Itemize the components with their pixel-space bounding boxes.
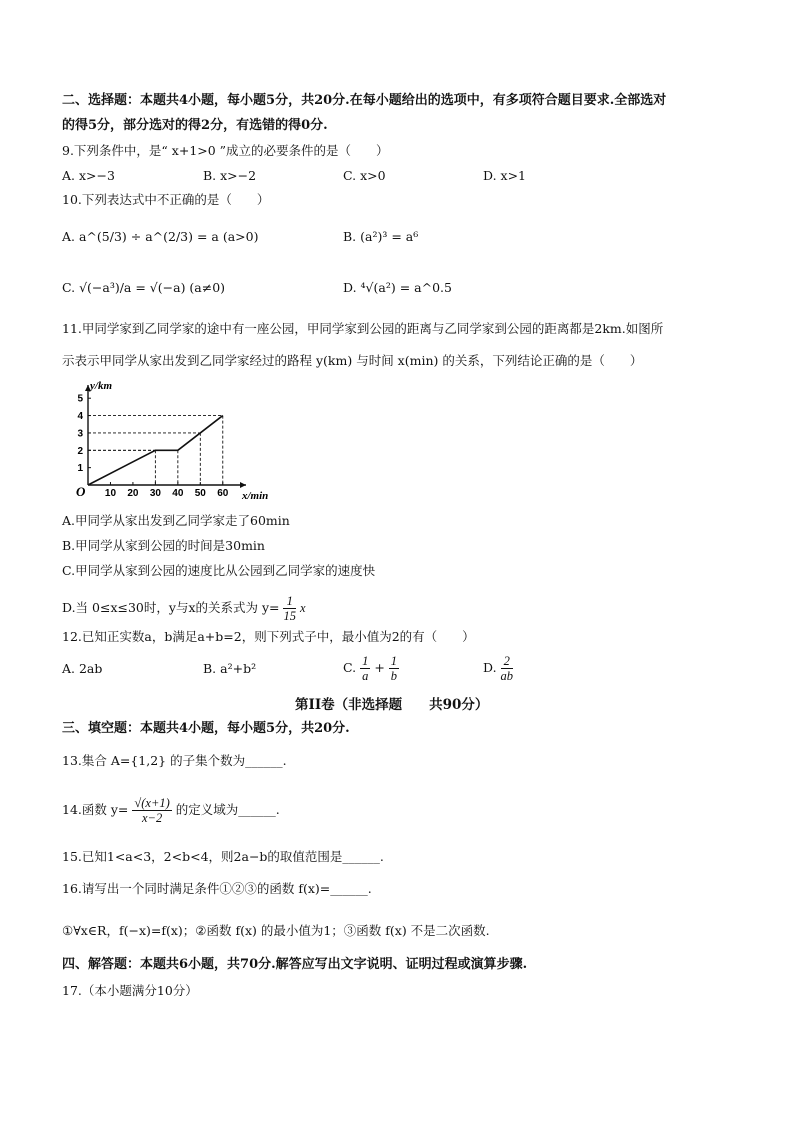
q11-option-d-prefix: D.当 0≤x≤30时，y与x的关系式为 y= — [62, 600, 280, 615]
q12-option-d-fraction — [501, 654, 514, 683]
part2-title: 第II卷（非选择题 共90分） — [295, 697, 489, 713]
y-tick-label: 1 — [77, 463, 83, 475]
q11-option-d-den: 15 — [283, 609, 296, 623]
y-axis-label: y/km — [90, 380, 112, 392]
x-tick-label: 10 — [104, 488, 117, 499]
q11-option-d-suffix: x — [299, 601, 306, 615]
section3-header: 三、填空题：本题共4小题，每小题5分，共20分. — [62, 721, 350, 736]
q10-option-a: A. a^(5/3) ÷ a^(2/3) = a (a>0) — [62, 229, 259, 244]
q12-stem: 12.已知正实数a，b满足a+b=2，则下列式子中，最小值为2的有（ ） — [62, 629, 475, 644]
q14-suffix: 的定义域为______. — [175, 802, 280, 817]
q12-option-d-num: 2 — [501, 654, 514, 669]
q10-option-b: B. (a²)³ = a⁶ — [343, 229, 419, 244]
q14-fraction — [132, 796, 171, 825]
q12-option-c-prefix: C. — [343, 660, 357, 675]
y-tick-label: 3 — [77, 428, 83, 440]
q12-option-c-num1: 1 — [362, 654, 369, 668]
x-axis-label: x/min — [242, 490, 269, 502]
q9-option-d: D. x>1 — [483, 168, 526, 183]
section2-header-line2: 的得5分，部分选对的得2分，有选错的得0分. — [62, 118, 328, 133]
x-tick-label: 50 — [194, 488, 206, 499]
q12-option-c — [343, 654, 399, 683]
q15: 15.已知1<a<3，2<b<4，则2a−b的取值范围是______. — [62, 849, 384, 864]
x-tick-label: 20 — [127, 488, 139, 499]
q11-option-c: C.甲同学从家到公园的速度比从公园到乙同学家的速度快 — [62, 563, 376, 578]
q12-option-c-frac1 — [360, 654, 370, 683]
q11-option-b: B.甲同学从家到公园的时间是30min — [62, 538, 265, 553]
q12-option-c-num2: 1 — [390, 654, 398, 668]
q12-option-c-den2: b — [390, 669, 398, 683]
distance-time-chart — [60, 380, 269, 503]
q12-option-d-den: ab — [500, 669, 514, 683]
q9-option-b: B. x>−2 — [203, 168, 257, 183]
q12-option-c-frac2 — [389, 654, 399, 683]
q14 — [62, 796, 280, 825]
q17: 17.（本小题满分10分） — [62, 983, 198, 998]
x-tick-label: 30 — [149, 488, 161, 499]
q9-stem: 9.下列条件中，是“ x+1>0 ”成立的必要条件的是（ ） — [62, 143, 389, 158]
q14-den: x−2 — [141, 811, 163, 825]
x-tick-label: 60 — [217, 488, 229, 499]
q11-stem-line2: 示表示甲同学从家出发到乙同学家经过的路程 y(km) 与时间 x(min) 的关系，下列结论正确的是（ ） — [62, 353, 643, 368]
section4-header: 四、解答题：本题共6小题，共70分.解答应写出文字说明、证明过程或演算步骤. — [62, 957, 528, 972]
q11-stem-line1: 11.甲同学家到乙同学家的途中有一座公园，甲同学家到公园的距离与乙同学家到公园的距离都是2km.如图所 — [62, 321, 664, 336]
q9-option-c: C. x>0 — [343, 168, 386, 183]
q9-option-a: A. x>−3 — [62, 168, 115, 183]
q12-option-a: A. 2ab — [62, 661, 103, 676]
y-tick-label: 5 — [77, 393, 83, 405]
y-tick-label: 2 — [77, 445, 83, 457]
q14-prefix: 14.函数 y= — [62, 802, 129, 817]
q12-option-c-den1: a — [362, 669, 369, 683]
q10-option-d: D. ⁴√(a²) = a^0.5 — [343, 280, 452, 295]
y-tick-label: 4 — [77, 411, 83, 423]
q12-option-c-plus: + — [374, 660, 385, 675]
q12-option-b: B. a²+b² — [203, 661, 257, 676]
q12-option-d-prefix: D. — [483, 660, 497, 675]
x-axis-arrow — [240, 482, 246, 488]
q12-option-d — [483, 654, 513, 683]
q14-num: √(x+1) — [134, 796, 170, 810]
origin-label: O — [76, 484, 86, 499]
q10-option-c: C. √(−a³)/a = √(−a) (a≠0) — [62, 280, 226, 295]
q13: 13.集合 A={1,2} 的子集个数为______. — [62, 753, 287, 768]
q16: 16.请写出一个同时满足条件①②③的函数 f(x)=______. — [62, 881, 372, 896]
q11-option-a: A.甲同学从家出发到乙同学家走了60min — [62, 513, 290, 528]
x-tick-label: 40 — [172, 488, 184, 499]
q11-option-d-fraction — [283, 594, 296, 623]
section2-header-line1: 二、选择题：本题共4小题，每小题5分，共20分.在每小题给出的选项中，有多项符合题目要求.全部选对 — [62, 93, 667, 108]
q11-option-d-num: 1 — [283, 594, 296, 609]
q11-option-d — [62, 594, 306, 623]
q10-stem: 10.下列表达式中不正确的是（ ） — [62, 192, 270, 207]
q16-conditions: ①∀x∈R，f(−x)=f(x)；②函数 f(x) 的最小值为1；③函数 f(x) 不是二次函数. — [62, 923, 490, 938]
